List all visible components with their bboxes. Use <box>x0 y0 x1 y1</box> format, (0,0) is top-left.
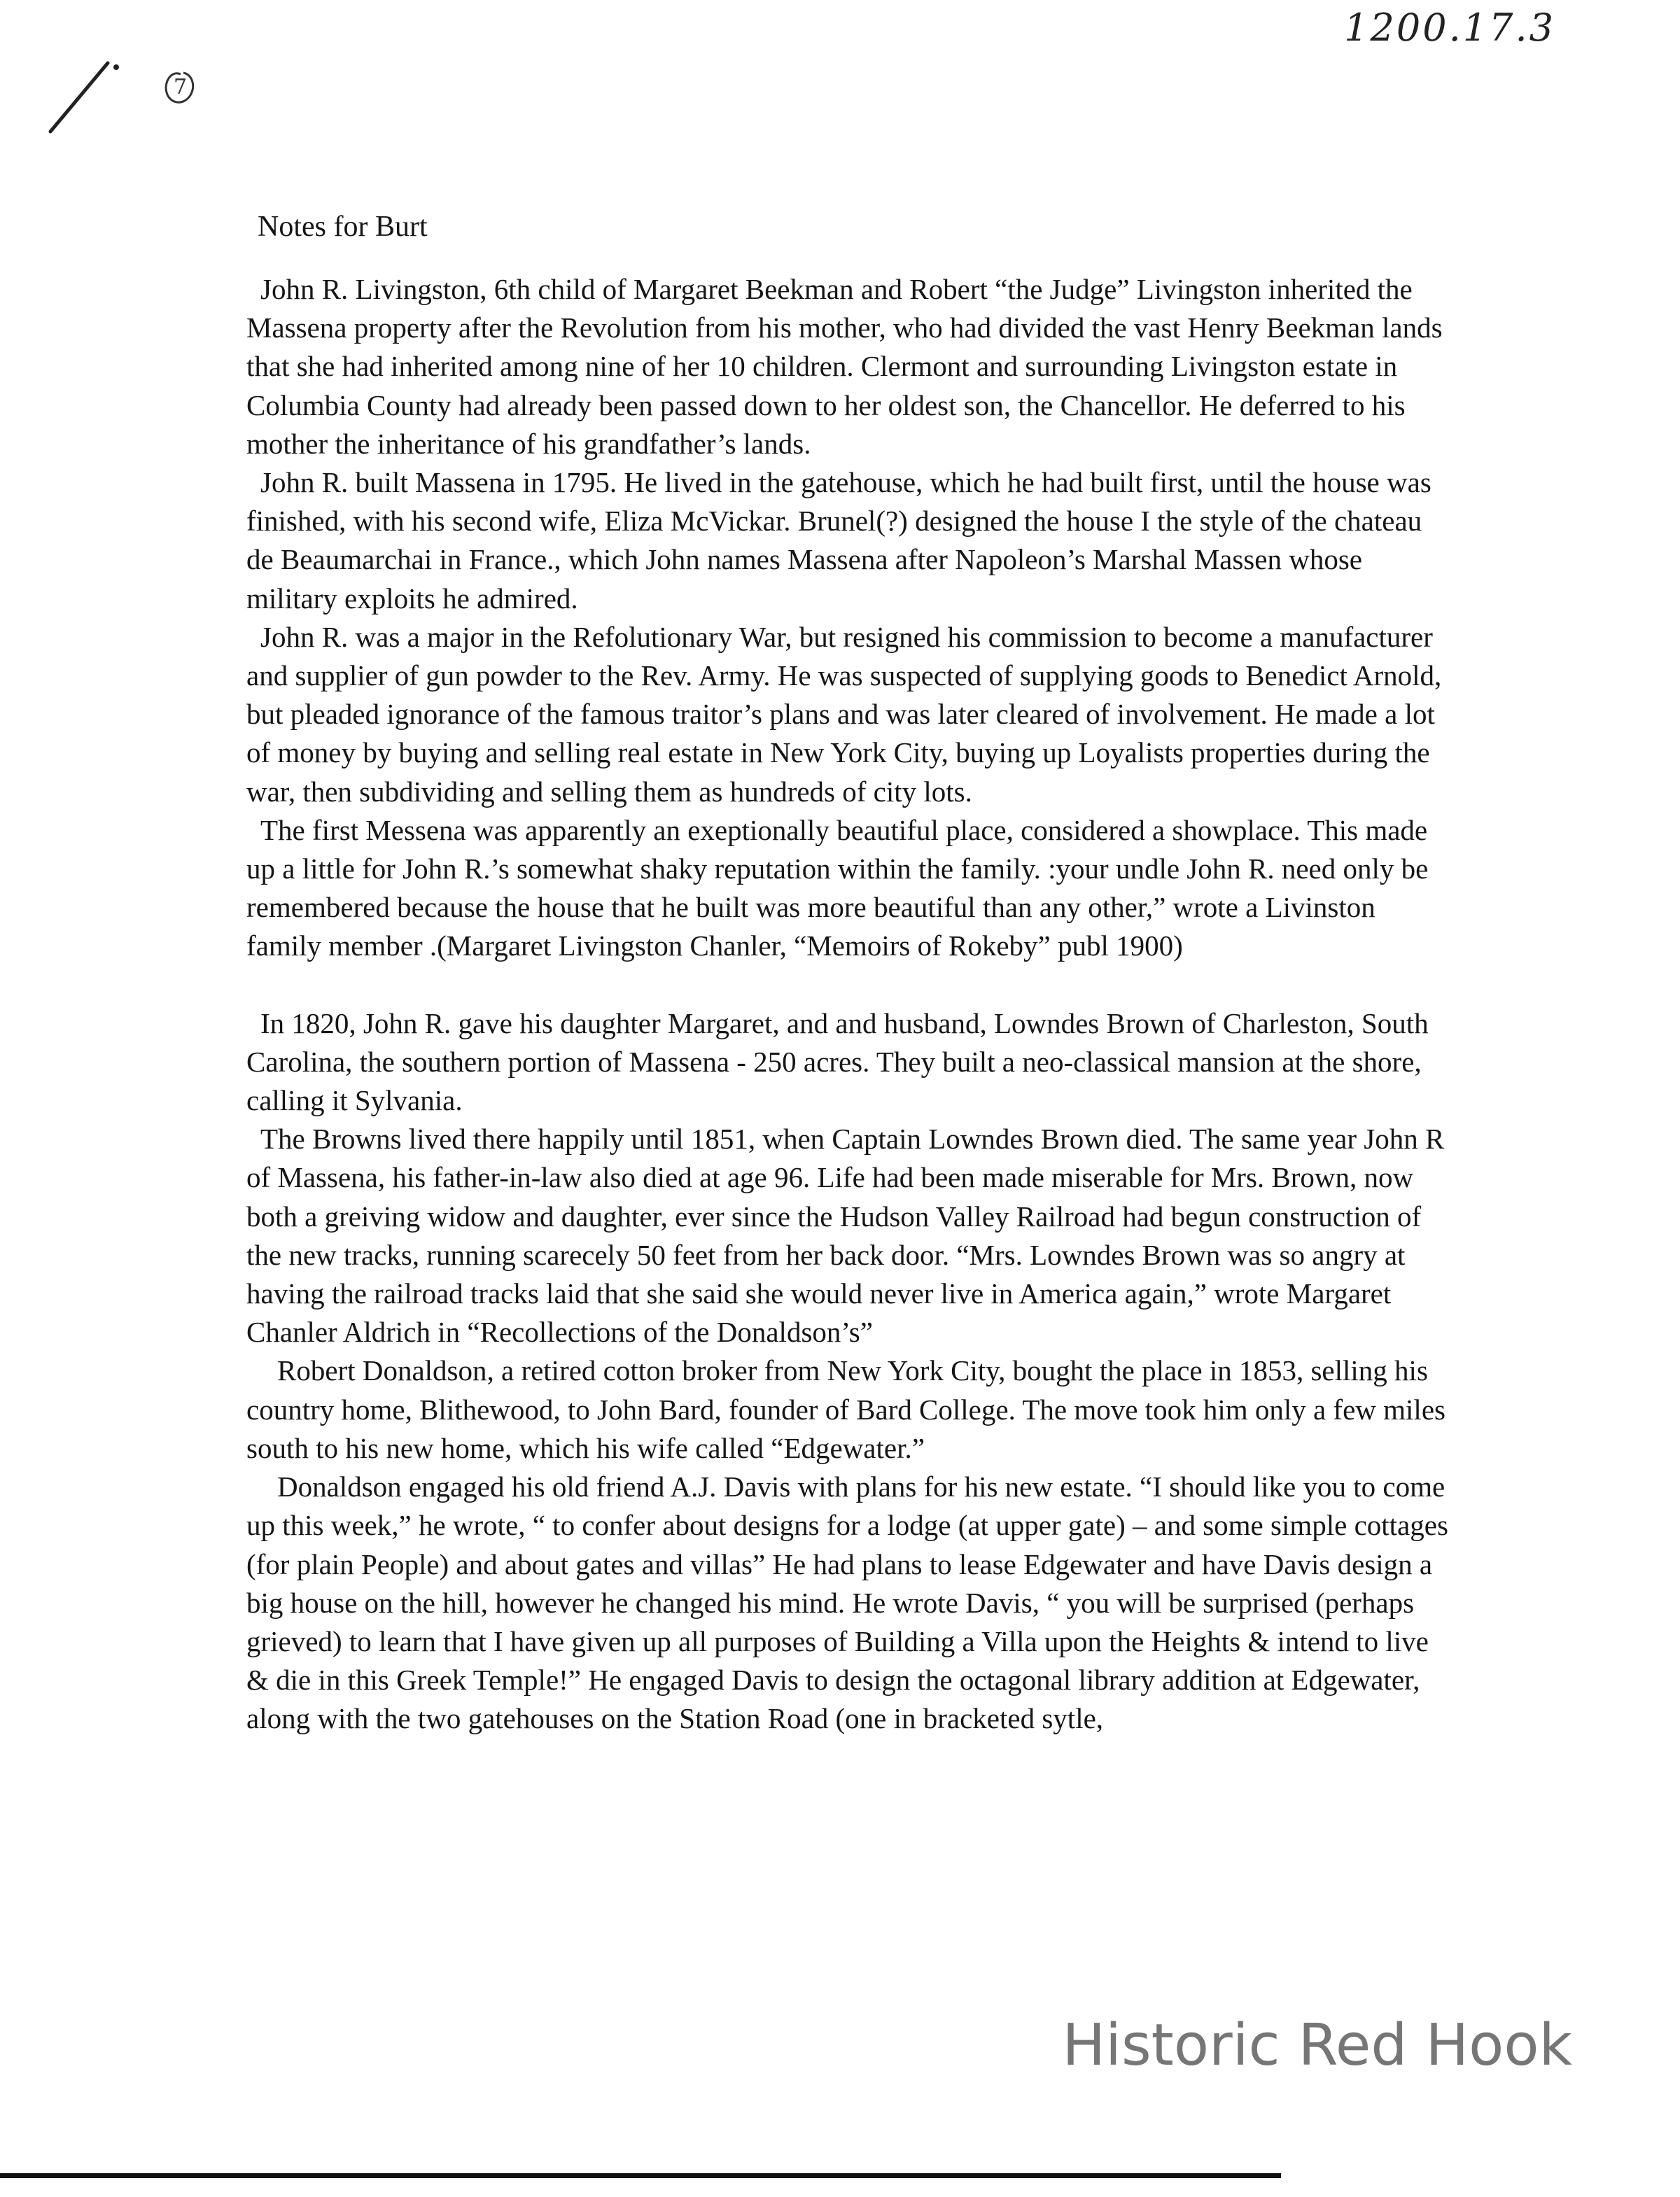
paragraph-7: Robert Donaldson, a retired cotton broker from New York City, bought the place in 1853, selling his country home, Blithewood, to John Bard, founder of Bard College. The move took him only a few miles south to his new home, which his wife called “Edgewater.” <box>246 1354 1446 1464</box>
paragraph-5: In 1820, John R. gave his daughter Margaret, and and husband, Lowndes Brown of Charleston, South Carolina, the southern portion of Massena - 250 acres. They built a neo-classical mansion at the shore, calling it Sylvania. <box>246 1006 1429 1117</box>
bottom-rule <box>0 2173 1281 2178</box>
watermark: Historic Red Hook <box>1062 2012 1572 2079</box>
paragraph-8: Donaldson engaged his old friend A.J. Davis with plans for his new estate. “I should like you to come up this week,” he wrote, “ to confer about designs for a lodge (at upper gate) – and some simple cottages (for plain People) and about gates and villas” He had plans to lease Edgewater and have Davis design a big house on the hill, however he changed his mind. He wrote Davis, “ you will be surprised (perhaps grieved) to learn that I have given up all purposes of Building a Villa upon the Heights & intend to live & die in this Greek Temple!” He engaged Davis to design the octagonal library addition at Edgewater, along with the two gatehouses on the Station Road (one in bracketed sytle, <box>246 1470 1448 1735</box>
handwritten-mark-icon <box>43 49 225 147</box>
paragraph-2: John R. built Massena in 1795. He lived in the gatehouse, which he had built first, until the house was finished, with his second wife, Eliza McVickar. Brunel(?) designed the house I the style of the chateau de Beaumarchai in France., which John names Massena after Napoleon’s Marshal Massen whose military exploits he admired. <box>246 466 1432 615</box>
handwritten-mark-number: 7 <box>174 75 188 99</box>
paragraph-4: The first Messena was apparently an exeptionally beautiful place, considered a showplace. This made up a little for John R.’s somewhat shaky reputation within the family. :your undle John R. need only be remembered because the house that he built was more beautiful than any other,” wrote a Livinston family member .(Margaret Livingston Chanler, “Memoirs of Rokeby” publ 1900) <box>246 813 1429 962</box>
paragraph-6: The Browns lived there happily until 1851, when Captain Lowndes Brown died. The same year John R of Massena, his father-in-law also died at age 96. Life had been made miserable for Mrs. Brown, now both a greiving widow and daughter, ever since the Hudson Valley Railroad had begun construction of the new tracks, running scarecely 50 feet from her back door. “Mrs. Lowndes Brown was so angry at having the railroad tracks laid that she said she would never live in America again,” wrote Margaret Chanler Aldrich in “Recollections of the Donaldson’s” <box>246 1123 1445 1349</box>
handwritten-reference-number: 1200.17.3 <box>1344 6 1555 50</box>
document-title: Notes for Burt <box>258 211 428 243</box>
document-body <box>246 207 1450 1739</box>
paragraph-3: John R. was a major in the Refolutionary War, but resigned his commission to become a manufacturer and supplier of gun powder to the Rev. Army. He was suspected of supplying goods to Benedict Arnold, but pleaded ignorance of the famous traitor’s plans and was later cleared of involvement. He made a lot of money by buying and selling real estate in New York City, buying up Loyalists properties during the war, then subdividing and selling them as hundreds of city lots. <box>246 620 1442 808</box>
paragraph-1: John R. Livingston, 6th child of Margaret Beekman and Robert “the Judge” Livingston inherited the Massena property after the Revolution from his mother, who had divided the vast Henry Beekman lands that she had inherited among nine of her 10 children. Clermont and surrounding Livingston estate in Columbia County had already been passed down to her oldest son, the Chancellor. He deferred to his mother the inheritance of his grandfather’s lands. <box>246 273 1443 460</box>
